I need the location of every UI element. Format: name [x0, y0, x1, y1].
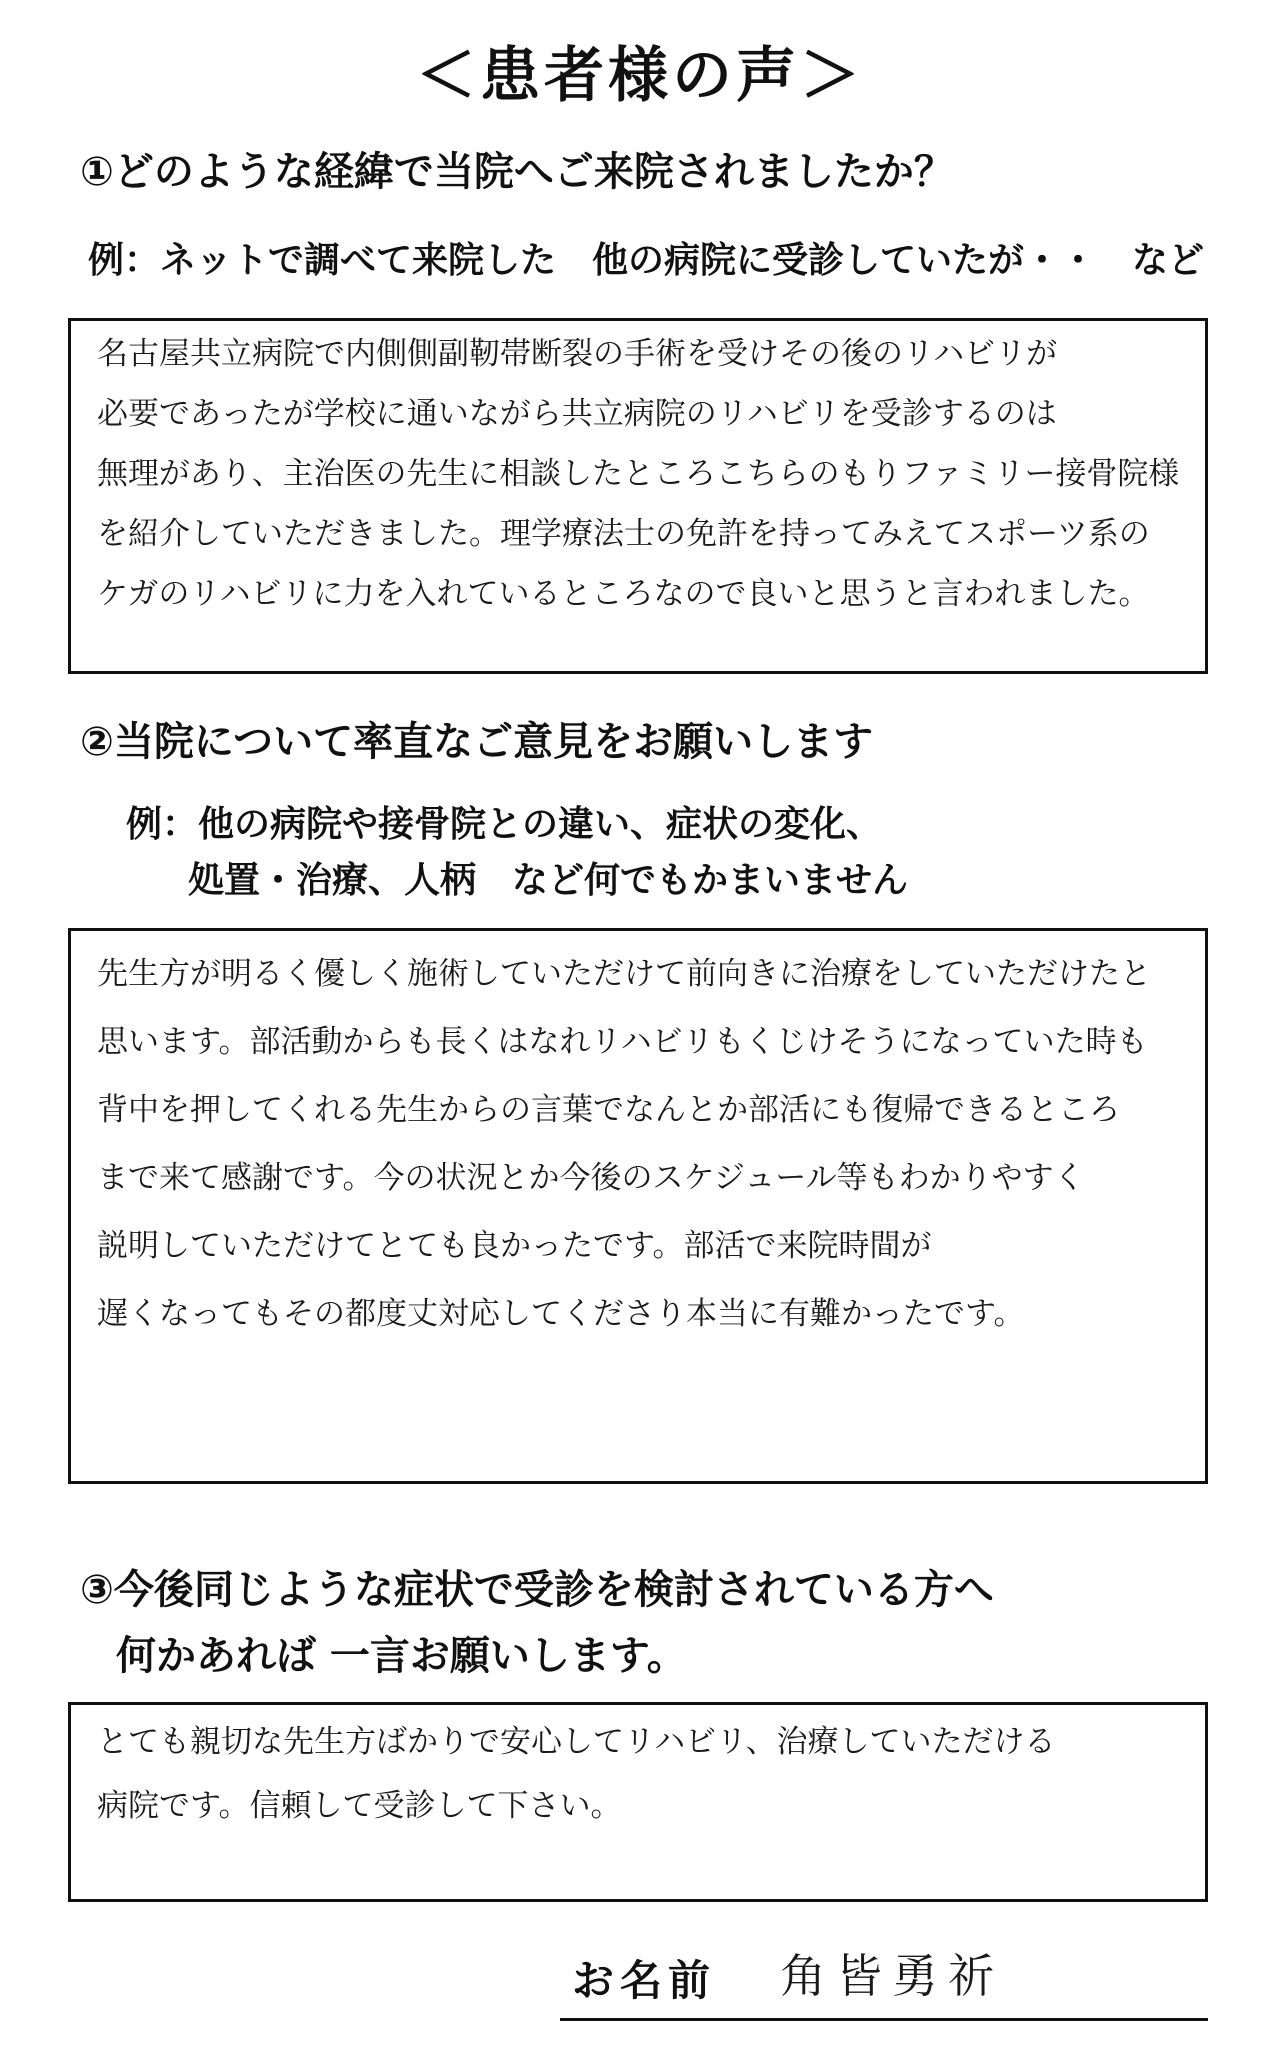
page-title: ＜患者様の声＞ — [416, 41, 864, 111]
answer-1-line-5: ケガのリハビリに力を入れているところなので良いと思うと言われました。 — [97, 576, 1150, 612]
answer-3-line-1: とても親切な先生方ばかりで安心してリハビリ、治療していただける — [97, 1724, 1056, 1760]
answer-1-line-3: 無理があり、主治医の先生に相談したところこちらのもりファミリー接骨院様 — [97, 456, 1180, 492]
question-1: ①どのような経緯で当院へご来院されましたか？ — [80, 149, 954, 195]
answer-2-line-3: 背中を押してくれる先生からの言葉でなんとか部活にも復帰できるところ — [97, 1092, 1120, 1128]
question-2-example-line-1: 例：他の病院や接骨院との違い、症状の変化、 — [126, 804, 883, 845]
name-label: お名前 — [572, 1956, 717, 2005]
question-3-line-2: 何かあれば 一言お願いします。 — [116, 1633, 687, 1679]
answer-2-line-5: 説明していただけてとても良かったです。部活で来院時間が — [97, 1228, 932, 1264]
answer-2-line-6: 遅くなってもその都度丈対応してくださり本当に有難かったです。 — [97, 1296, 1025, 1332]
name-underline — [560, 2018, 1208, 2021]
answer-box-2 — [68, 928, 1208, 1484]
answer-2-line-1: 先生方が明るく優しく施術していただけて前向きに治療をしていただけたと — [97, 956, 1151, 992]
question-3-line-1: ③今後同じような症状で受診を検討されている方へ — [80, 1567, 994, 1613]
answer-1-line-2: 必要であったが学校に通いながら共立病院のリハビリを受診するのは — [97, 396, 1057, 432]
answer-box-1 — [68, 318, 1208, 674]
question-2-example-line-2: 処置・治療、人柄 など何でもかまいません — [188, 860, 909, 901]
question-2: ②当院について率直なご意見をお願いします — [80, 719, 874, 765]
answer-2-line-4: まで来て感謝です。今の状況とか今後のスケジュール等もわかりやすく — [97, 1160, 1085, 1196]
question-1-example: 例：ネットで調べて来院した 他の病院に受診していたが・・ など — [88, 240, 1205, 281]
name-value: 角皆勇祈 — [780, 1949, 1004, 2003]
answer-3-line-2: 病院です。信頼して受診して下さい。 — [97, 1788, 622, 1824]
answer-box-3 — [68, 1702, 1208, 1902]
answer-1-line-1: 名古屋共立病院で内側側副靭帯断裂の手術を受けその後のリハビリが — [97, 336, 1058, 372]
answer-1-line-4: を紹介していただきました。理学療法士の免許を持ってみえてスポーツ系の — [97, 516, 1150, 552]
answer-2-line-2: 思います。部活動からも長くはなれリハビリもくじけそうになっていた時も — [97, 1024, 1148, 1060]
